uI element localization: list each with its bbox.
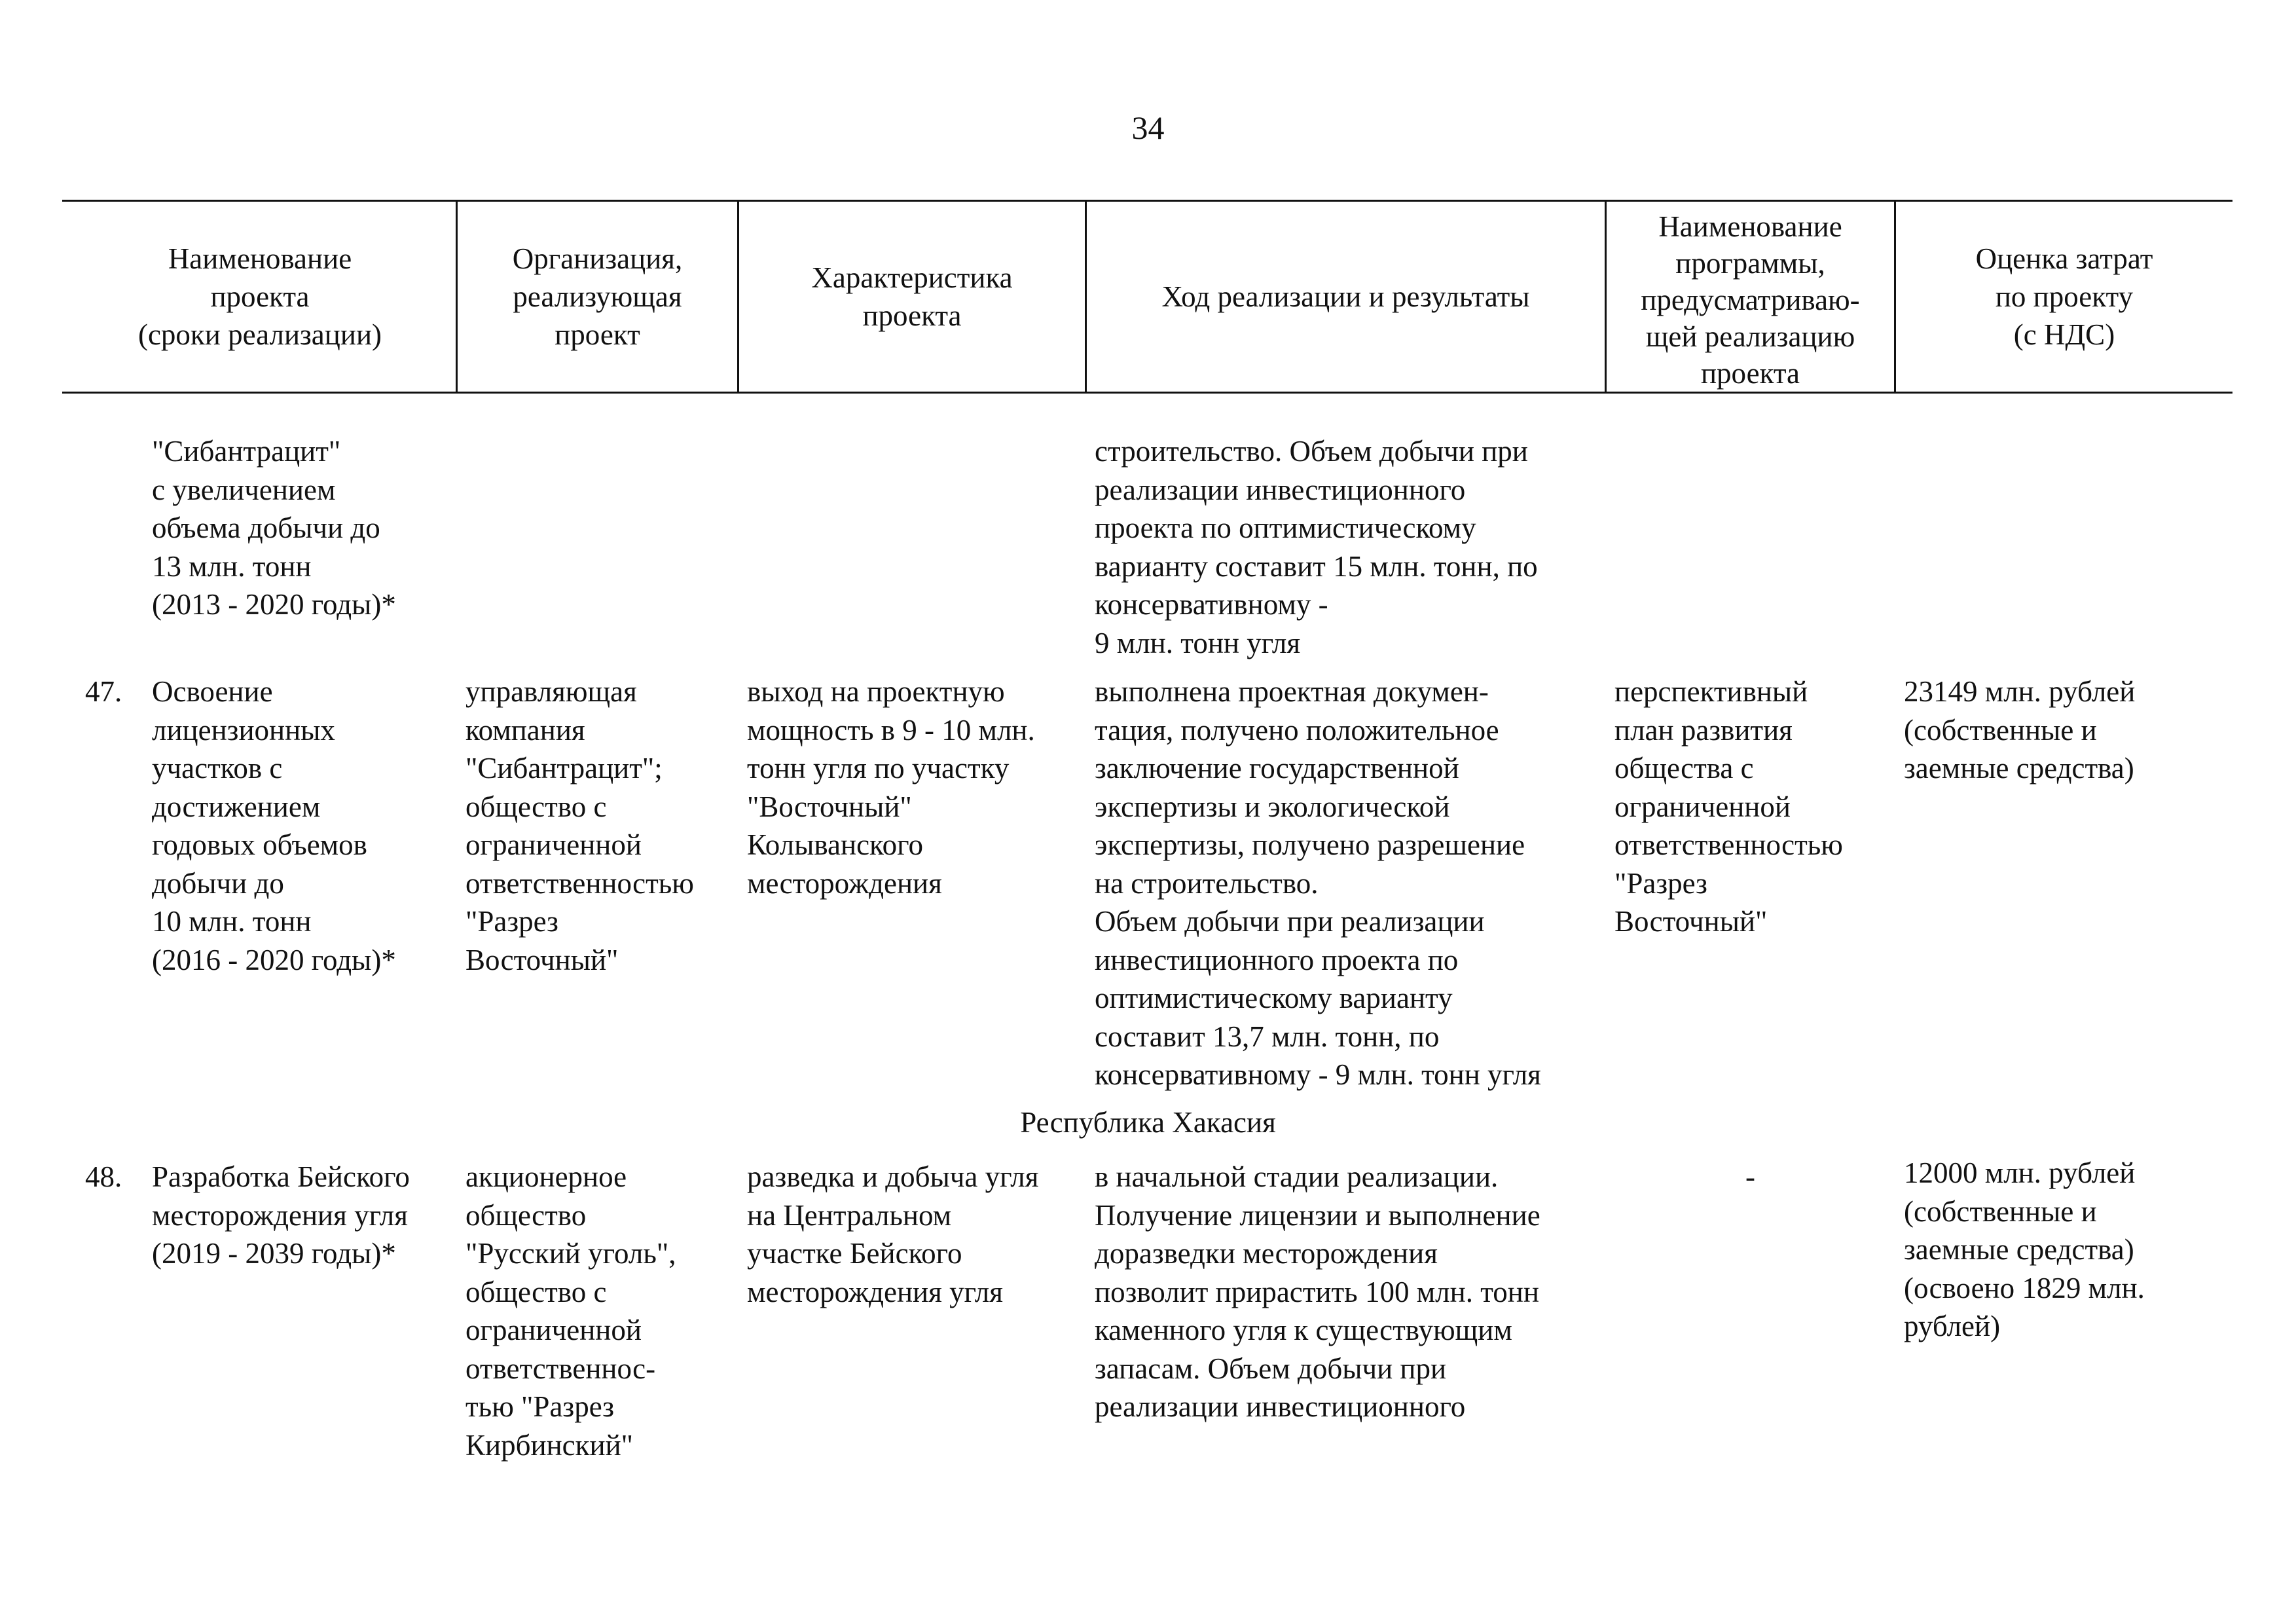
row48-cost	[1904, 1154, 2145, 1346]
text-line: Освоение	[152, 675, 273, 708]
row47-program	[1614, 673, 1843, 941]
header-project-name	[64, 202, 456, 392]
text-line: в начальной стадии реализации.	[1095, 1160, 1499, 1193]
text-line: тонн угля по участку	[747, 752, 1010, 784]
text-line: тью "Разрез	[465, 1390, 614, 1423]
text-line: 12000 млн. рублей	[1904, 1156, 2136, 1189]
text-line: общество с	[465, 1275, 607, 1308]
header-text: Организация,	[512, 242, 683, 275]
text-line: общества с	[1614, 752, 1754, 784]
text-line: (освоено 1829 млн.	[1904, 1271, 2145, 1304]
text-line: экспертизы и экологической	[1095, 790, 1450, 823]
text-line: выход на проектную	[747, 675, 1005, 708]
text-line: акционерное	[465, 1160, 627, 1193]
text-line: выполнена проектная докумен-	[1095, 675, 1489, 708]
text-line: запасам. Объем добычи при	[1095, 1352, 1447, 1385]
text-line: заемные средства)	[1904, 752, 2134, 784]
text-line: лицензионных	[152, 713, 335, 747]
page-number: 34	[1131, 109, 1165, 146]
text-line: проекта по оптимистическому	[1095, 511, 1476, 544]
text-line: Получение лицензии и выполнение	[1095, 1198, 1540, 1232]
header-text: предусматриваю-	[1641, 284, 1860, 316]
header-organization	[458, 202, 737, 392]
header-text: щей реализацию	[1645, 320, 1855, 353]
text-line: оптимистическому варианту	[1095, 982, 1453, 1014]
header-text: Характеристика	[811, 261, 1013, 294]
row-number: 47.	[85, 675, 122, 708]
text-line: (2013 - 2020 годы)*	[152, 588, 396, 621]
header-text: проекта	[1700, 357, 1800, 390]
text-line: 23149 млн. рублей	[1904, 675, 2136, 708]
text-line: консервативному -	[1095, 588, 1328, 621]
text-line: "Русский уголь",	[465, 1237, 676, 1270]
text-line: консервативному - 9 млн. тонн угля	[1095, 1058, 1541, 1091]
header-text: по проекту	[1995, 280, 2134, 313]
text-line: на строительство.	[1095, 866, 1319, 900]
text-line: участков с	[152, 752, 283, 784]
text-line: Восточный"	[465, 943, 619, 976]
text-line: рублей)	[1904, 1310, 2001, 1342]
row47-project-name	[152, 673, 396, 979]
row-number: 48.	[85, 1160, 122, 1193]
text-line: участке Бейского	[747, 1237, 962, 1270]
row47-progress	[1095, 673, 1541, 1094]
text-line: компания	[465, 713, 585, 747]
text-line: управляющая	[465, 675, 637, 708]
text-line: Колыванского	[747, 828, 923, 861]
text-line: позволит прирастить 100 млн. тонн	[1095, 1275, 1539, 1308]
text-line: "Разрез	[1614, 866, 1707, 900]
text-line: 9 млн. тонн угля	[1095, 626, 1301, 659]
row47-cost	[1904, 673, 2135, 788]
text-line: добычи до	[152, 866, 284, 900]
text-line: с увеличением	[152, 473, 336, 506]
text-line: разведка и добыча угля	[747, 1160, 1039, 1193]
continuation-progress	[1095, 432, 1538, 662]
header-text: Оценка затрат	[1975, 242, 2153, 275]
text-line: 10 млн. тонн	[152, 905, 312, 938]
text-line: Кирбинский"	[465, 1428, 634, 1462]
text-line: Восточный"	[1614, 905, 1768, 938]
row48-progress	[1095, 1158, 1540, 1426]
text-line: -	[1745, 1160, 1755, 1193]
text-line: план развития	[1614, 713, 1793, 747]
header-text: проекта	[862, 299, 962, 332]
header-text: проекта	[210, 280, 310, 313]
text-line: достижением	[152, 790, 321, 823]
text-line: "Разрез	[465, 905, 558, 938]
text-line: ограниченной	[465, 1314, 642, 1346]
header-text: реализующая	[513, 280, 682, 313]
row48-characteristic	[747, 1158, 1038, 1311]
text-line: (2019 - 2039 годы)*	[152, 1237, 396, 1270]
text-line: месторождения угля	[152, 1198, 408, 1232]
text-line: объема добычи до	[152, 511, 380, 544]
text-line: ответственнос-	[465, 1352, 656, 1385]
text-line: варианту составит 15 млн. тонн, по	[1095, 549, 1538, 583]
text-line: ограниченной	[1614, 790, 1791, 823]
text-line: строительство. Объем добычи при	[1095, 435, 1528, 468]
text-line: доразведки месторождения	[1095, 1237, 1438, 1270]
header-progress	[1087, 202, 1605, 392]
text-line: заемные средства)	[1904, 1233, 2134, 1266]
row48-program	[1607, 1158, 1894, 1196]
text-line: "Сибантрацит";	[465, 752, 663, 784]
header-text: (сроки реализации)	[137, 318, 382, 351]
text-line: (собственные и	[1904, 713, 2097, 747]
header-characteristic	[739, 202, 1085, 392]
text-line: заключение государственной	[1095, 752, 1459, 784]
text-line: перспективный	[1614, 675, 1808, 708]
header-bottom-rule	[62, 392, 2232, 394]
text-line: ответственностью	[465, 866, 694, 900]
text-line: Разработка Бейского	[152, 1160, 410, 1193]
text-line: ограниченной	[465, 828, 642, 861]
text-line: экспертизы, получено разрешение	[1095, 828, 1525, 861]
text-line: составит 13,7 млн. тонн, по	[1095, 1020, 1440, 1053]
header-program	[1607, 202, 1894, 392]
text-line: каменного угля к существующим	[1095, 1314, 1512, 1346]
header-text: Наименование	[1658, 210, 1842, 243]
row47-organization	[465, 673, 694, 979]
header-text: Ход реализации и результаты	[1161, 280, 1530, 313]
text-line: (собственные и	[1904, 1194, 2097, 1228]
text-line: инвестиционного проекта по	[1095, 943, 1459, 976]
row48-number	[85, 1158, 122, 1196]
text-line: тация, получено положительное	[1095, 713, 1499, 747]
text-line: Объем добычи при реализации	[1095, 905, 1485, 938]
text-line: общество с	[465, 790, 607, 823]
header-text: (с НДС)	[2013, 318, 2115, 351]
text-line: месторождения угля	[747, 1275, 1003, 1308]
row47-characteristic	[747, 673, 1035, 902]
header-text: проект	[555, 318, 640, 351]
row48-project-name	[152, 1158, 410, 1273]
continuation-project-name	[152, 432, 396, 624]
text-line: мощность в 9 - 10 млн.	[747, 713, 1035, 747]
text-line: реализации инвестиционного	[1095, 1390, 1466, 1423]
header-text: Наименование	[168, 242, 352, 275]
row48-organization	[465, 1158, 676, 1464]
text-line: "Восточный"	[747, 790, 912, 823]
text-line: 13 млн. тонн	[152, 549, 312, 583]
header-text: программы,	[1675, 247, 1825, 280]
text-line: годовых объемов	[152, 828, 367, 861]
text-line: на Центральном	[747, 1198, 952, 1232]
text-line: "Сибантрацит"	[152, 435, 341, 468]
text-line: (2016 - 2020 годы)*	[152, 943, 396, 976]
text-line: месторождения	[747, 866, 942, 900]
section-title: Республика Хакасия	[1020, 1106, 1276, 1139]
text-line: реализации инвестиционного	[1095, 473, 1466, 506]
header-cost	[1896, 202, 2232, 392]
row47-number	[85, 673, 122, 711]
text-line: общество	[465, 1198, 587, 1232]
text-line: ответственностью	[1614, 828, 1843, 861]
